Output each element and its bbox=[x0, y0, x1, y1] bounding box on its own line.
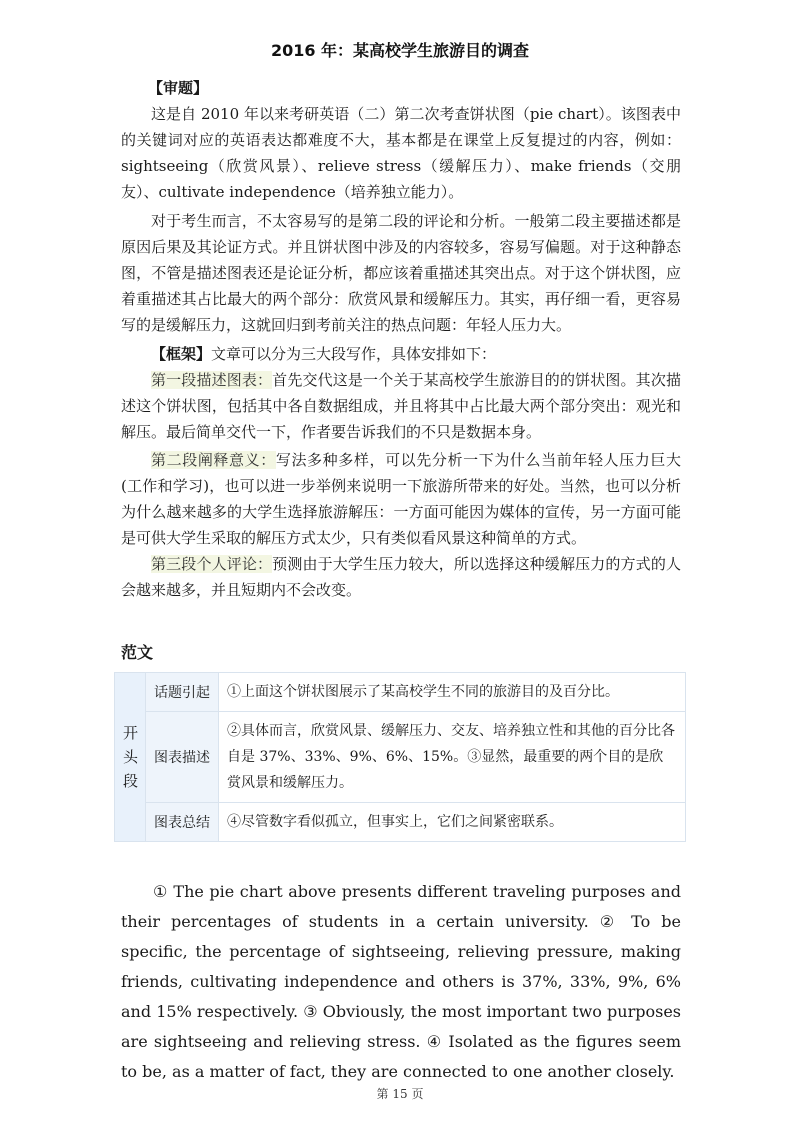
para1-text: 首先交代这是一个关于某高校学生旅游目的的饼状图。其次描述这个饼状图，包括其中各自数据组成，并且将其中占比最大两个部分突出：观光和解压。最后简单交代一下，作者要告诉我们的不只是数据本身。 bbox=[121, 371, 681, 441]
outline-table bbox=[114, 672, 686, 842]
row-label: 话题引起 bbox=[146, 673, 219, 712]
row-label: 图表总结 bbox=[146, 803, 219, 842]
framework-paragraph-2 bbox=[121, 447, 681, 551]
table-row bbox=[115, 803, 686, 842]
section-label-cell bbox=[115, 673, 146, 842]
section-label: 开头段 bbox=[123, 724, 139, 790]
page-number: 第 15 页 bbox=[376, 1087, 424, 1101]
para3-text: 预测由于大学生压力较大，所以选择这种缓解压力的方式的人会越来越多，并且短期内不会改变。 bbox=[121, 555, 681, 599]
model-essay-text: ① The pie chart above presents different traveling purposes and their percentages of students in a certain university. ② To be specific, the percentage of sightseeing, relieving pressure, making friends, cultivating independence and others is 37%, 33%, 9%, 6% and 15% respectively. ③ Obviously, the most important two purposes are sightseeing and relieving stress. ④ Isolated as the figures seem to be, as a matter of fact, they are connected to one another closely. bbox=[121, 882, 681, 1081]
framework-paragraph-3 bbox=[121, 551, 681, 603]
review-heading: 【审题】 bbox=[148, 79, 209, 97]
review-paragraph-2: 对于考生而言，不太容易写的是第二段的评论和分析。一般第二段主要描述都是原因后果及其论证方式。并且饼状图中涉及的内容较多，容易写偏题。对于这种静态图，不管是描述图表还是论证分析，都应该着重描述其突出点。对于这个饼状图，应着重描述其占比最大的两个部分：欣赏风景和缓解压力。其实，再仔细一看，更容易写的是缓解压力，这就回归到考前关注的热点问题：年轻人压力大。 bbox=[121, 212, 681, 334]
row-text: ④尽管数字看似孤立，但事实上，它们之间紧密联系。 bbox=[219, 803, 686, 842]
row-text: ①上面这个饼状图展示了某高校学生不同的旅游目的及百分比。 bbox=[219, 673, 686, 712]
para2-label: 第二段阐释意义： bbox=[151, 451, 276, 469]
para1-label: 第一段描述图表： bbox=[151, 371, 273, 389]
table-row bbox=[115, 673, 686, 712]
framework-line bbox=[121, 341, 681, 367]
framework-intro: 文章可以分为三大段写作，具体安排如下： bbox=[211, 345, 497, 363]
framework-paragraph-1 bbox=[121, 367, 681, 445]
table-row bbox=[115, 712, 686, 803]
review-paragraph-1: 这是自 2010 年以来考研英语（二）第二次考查饼状图（pie chart）。该图表中的关键词对应的英语表达都难度不大，基本都是在课堂上反复提过的内容，例如：sightseeing（欣赏风景）、relieve stress（缓解压力）、make friends（交朋友）、cultivate independence（培养独立能力）。 bbox=[121, 105, 681, 201]
row-text: ②具体而言，欣赏风景、缓解压力、交友、培养独立性和其他的百分比各自是 37%、33%、9%、6%、15%。③显然，最重要的两个目的是欣赏风景和缓解压力。 bbox=[219, 712, 686, 803]
row-label: 图表描述 bbox=[146, 712, 219, 803]
page-title: 2016 年：某高校学生旅游目的调查 bbox=[270, 41, 530, 60]
framework-label: 【框架】 bbox=[151, 345, 212, 363]
model-essay-heading: 范文 bbox=[121, 643, 154, 662]
para3-label: 第三段个人评论： bbox=[151, 555, 273, 573]
para2-text: 写法多种多样，可以先分析一下为什么当前年轻人压力巨大(工作和学习)，也可以进一步举例来说明一下旅游所带来的好处。当然，也可以分析为什么越来越多的大学生选择旅游解压：一方面可能因为媒体的宣传，另一方面可能是可供大学生采取的解压方式太少，只有类似看风景这种简单的方式。 bbox=[121, 451, 681, 547]
